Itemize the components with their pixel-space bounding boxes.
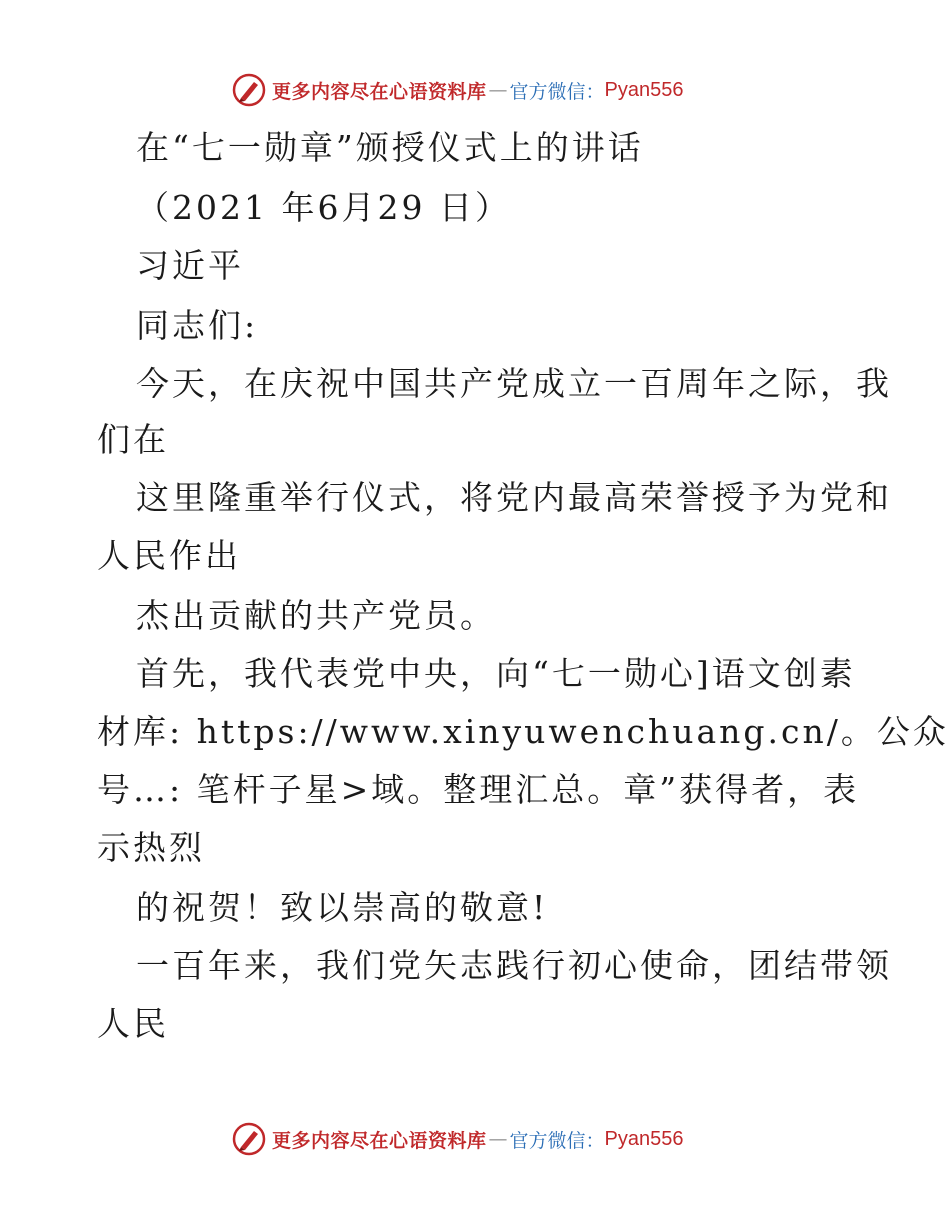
watermark-separator: —: [488, 79, 508, 101]
pen-logo-icon: [232, 73, 266, 107]
document-title: 在“七一勋章”颁授仪式上的讲话: [136, 128, 644, 167]
text-line: 材库: https://www.xinyuwenchuang.cn/。公众: [97, 712, 949, 751]
text-line: 们在: [97, 420, 169, 459]
text-line: 人民作出: [97, 536, 241, 575]
text-line: 杰出贡献的共产党员。: [136, 596, 496, 635]
text-line: 今天，在庆祝中国共产党成立一百周年之际，我: [136, 364, 892, 403]
pen-logo-icon: [232, 1122, 266, 1156]
header-watermark: [232, 72, 684, 108]
text-line: 人民: [97, 1004, 169, 1043]
watermark-label: 官方微信：: [509, 1129, 605, 1152]
document-salutation: 同志们:: [136, 306, 259, 345]
watermark-id: Pyan556: [604, 78, 684, 101]
text-line: 首先，我代表党中央，向“七一勋心]语文创素: [136, 654, 856, 693]
text-line: 号…: 笔杆子星>域。整理汇总。章”获得者，表: [97, 770, 860, 809]
text-line: 一百年来，我们党矢志践行初心使命，团结带领: [136, 946, 892, 985]
footer-watermark: [232, 1121, 684, 1157]
watermark-id: Pyan556: [604, 1127, 684, 1150]
watermark-text: 更多内容尽在心语资料库: [272, 1129, 487, 1152]
document-author: 习近平: [136, 246, 244, 285]
watermark-label: 官方微信：: [509, 80, 605, 103]
text-line: 示热烈: [97, 828, 205, 867]
text-line: 这里隆重举行仪式，将党内最高荣誉授予为党和: [136, 478, 892, 517]
watermark-separator: —: [488, 1128, 508, 1150]
document-date: （2021 年6月29 日）: [136, 188, 511, 227]
text-line: 的祝贺！致以崇高的敬意!: [136, 888, 549, 927]
watermark-text: 更多内容尽在心语资料库: [272, 80, 487, 103]
